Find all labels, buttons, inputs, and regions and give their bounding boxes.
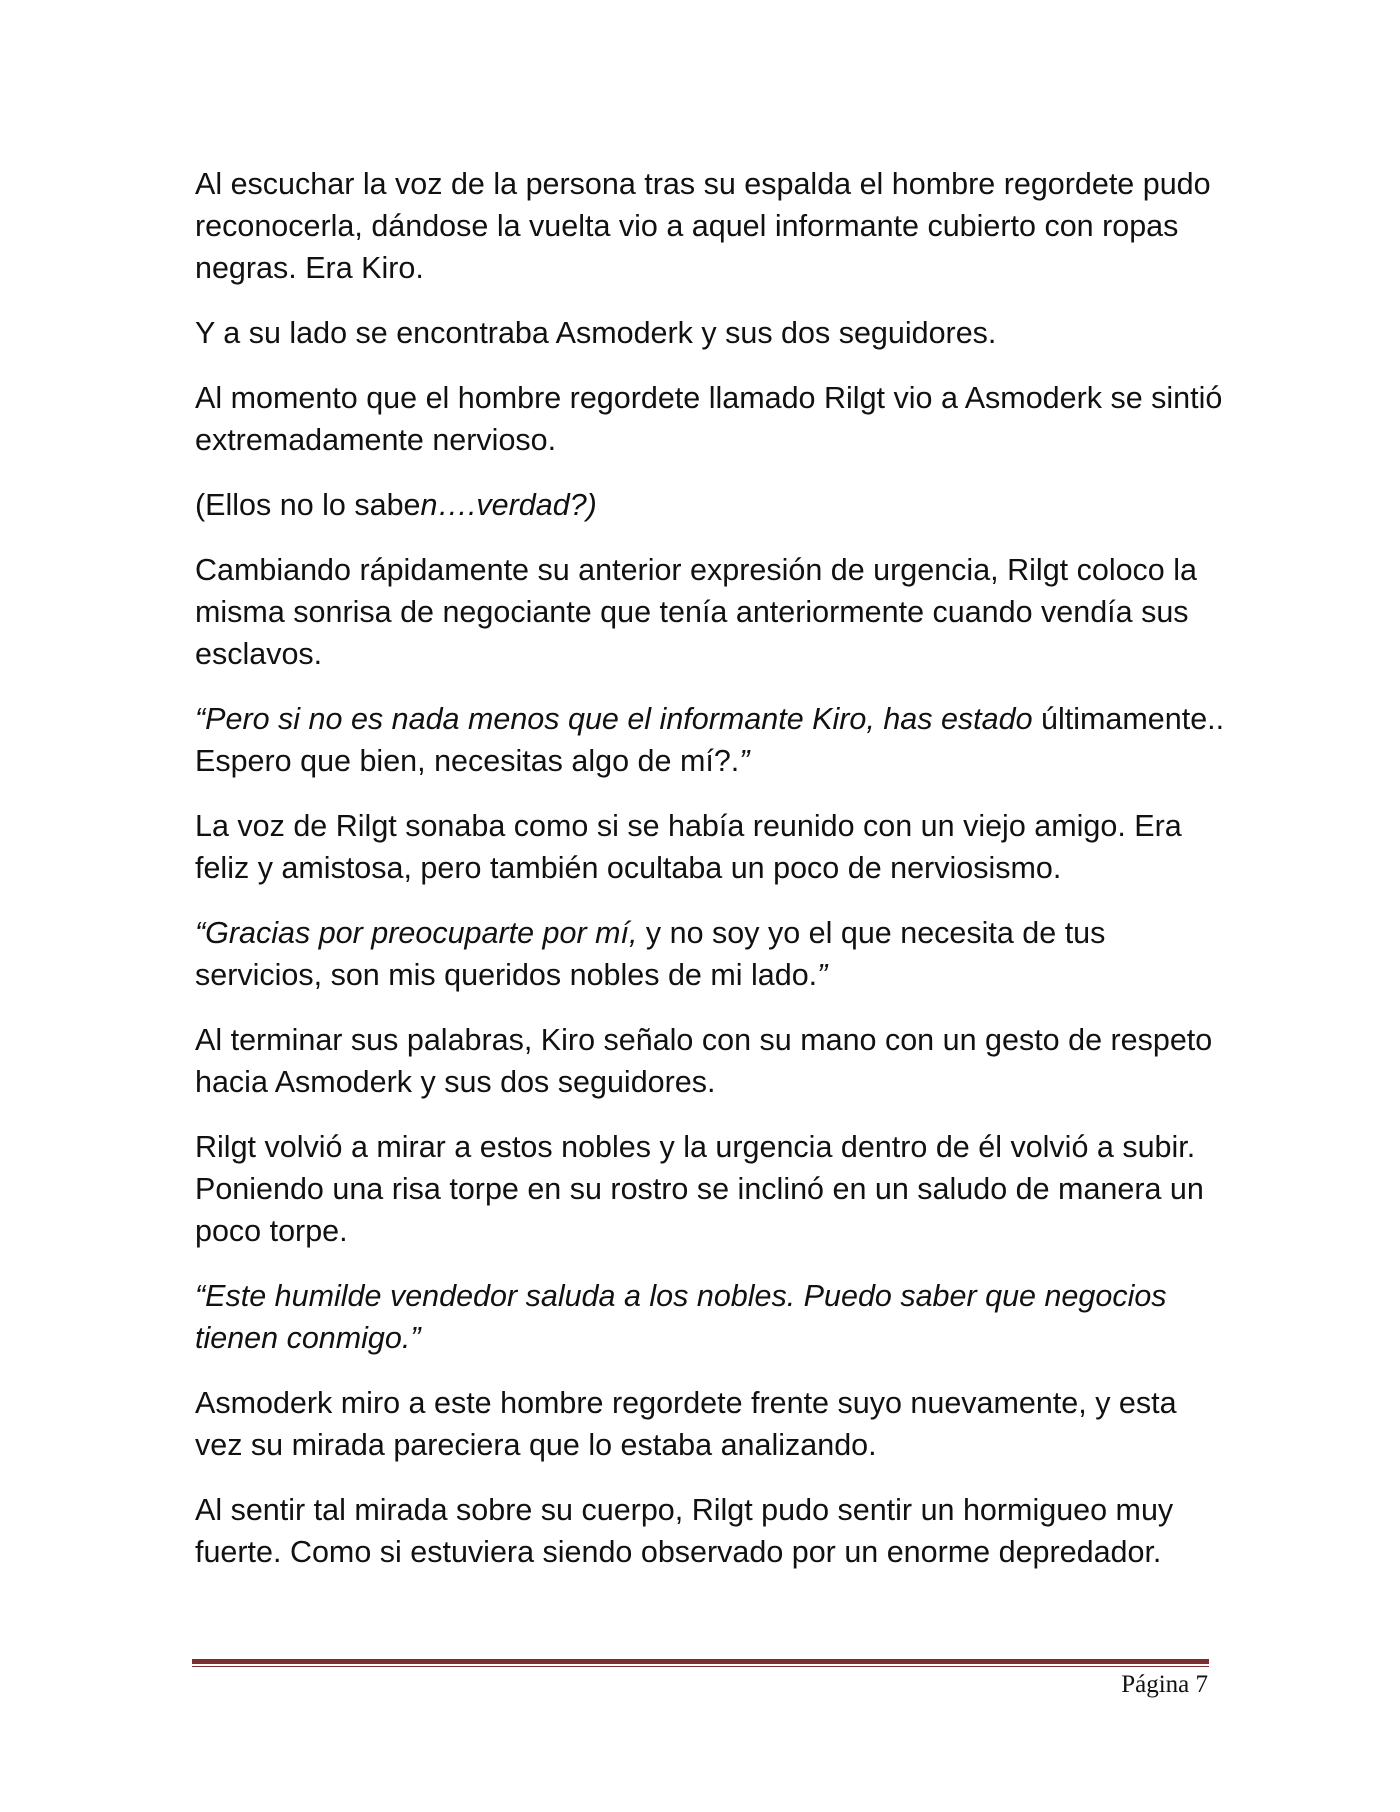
paragraph — [195, 1019, 1225, 1103]
text-run: Cambiando rápidamente su anterior expresión de urgencia, Rilgt coloco la misma sonrisa de negociante que tenía anteriormente cuando vendía sus esclavos. — [195, 553, 1197, 671]
paragraph — [195, 484, 1225, 526]
paragraph — [195, 549, 1225, 675]
text-run: Rilgt volvió a mirar a estos nobles y la urgencia dentro de él volvió a subir. Poniendo una risa torpe en su rostro se inclinó en un saludo de manera un poco torpe. — [195, 1130, 1204, 1248]
italic-text-run: n….verdad?) — [420, 488, 597, 522]
text-run: La voz de Rilgt sonaba como si se había reunido con un viejo amigo. Era feliz y amistosa, pero también ocultaba un poco de nerviosismo. — [195, 809, 1182, 885]
italic-text-run: ” — [817, 958, 828, 992]
paragraph — [195, 1126, 1225, 1252]
text-run: Al escuchar la voz de la persona tras su espalda el hombre regordete pudo reconocerla, dándose la vuelta vio a aquel informante cubierto con ropas negras. Era Kiro. — [195, 167, 1211, 285]
text-run: Al terminar sus palabras, Kiro señalo con su mano con un gesto de respeto hacia Asmoderk y sus dos seguidores. — [195, 1023, 1213, 1099]
text-run: Al sentir tal mirada sobre su cuerpo, Rilgt pudo sentir un hormigueo muy fuerte. Como si estuviera siendo observado por un enorme depredador. — [195, 1493, 1174, 1569]
italic-text-run: “Pero si no es nada menos que el informante Kiro, has estado — [195, 702, 1042, 736]
paragraph — [195, 377, 1225, 461]
text-run: Asmoderk miro a este hombre regordete frente suyo nuevamente, y esta vez su mirada pareciera que lo estaba analizando. — [195, 1386, 1177, 1462]
text-run: últimamente.. Espero que bien, necesitas algo de mí?. — [195, 702, 1225, 778]
page-number: Página 7 — [1121, 1671, 1208, 1698]
paragraph — [195, 698, 1225, 782]
paragraph — [195, 1489, 1225, 1573]
italic-text-run: “Gracias por preocuparte por mí, — [195, 916, 638, 950]
paragraph — [195, 312, 1225, 354]
text-run: y no soy yo el que necesita de tus servicios, son mis queridos nobles de mi lado. — [195, 916, 1106, 992]
text-run: Y a su lado se encontraba Asmoderk y sus dos seguidores. — [195, 316, 997, 350]
paragraph — [195, 1382, 1225, 1466]
document-body — [195, 163, 1225, 1596]
italic-text-run: ” — [739, 744, 750, 778]
paragraph — [195, 1275, 1225, 1359]
paragraph — [195, 912, 1225, 996]
text-run: (Ellos no lo sabe — [195, 488, 421, 522]
footer-divider-thick — [192, 1659, 1209, 1664]
paragraph — [195, 163, 1225, 289]
italic-text-run: “Este humilde vendedor saluda a los nobles. Puedo saber que negocios tienen conmigo.” — [195, 1279, 1167, 1355]
text-run: Al momento que el hombre regordete llamado Rilgt vio a Asmoderk se sintió extremadamente nervioso. — [195, 381, 1223, 457]
footer-divider-thin — [192, 1666, 1209, 1667]
paragraph — [195, 805, 1225, 889]
footer-divider — [192, 1659, 1209, 1667]
